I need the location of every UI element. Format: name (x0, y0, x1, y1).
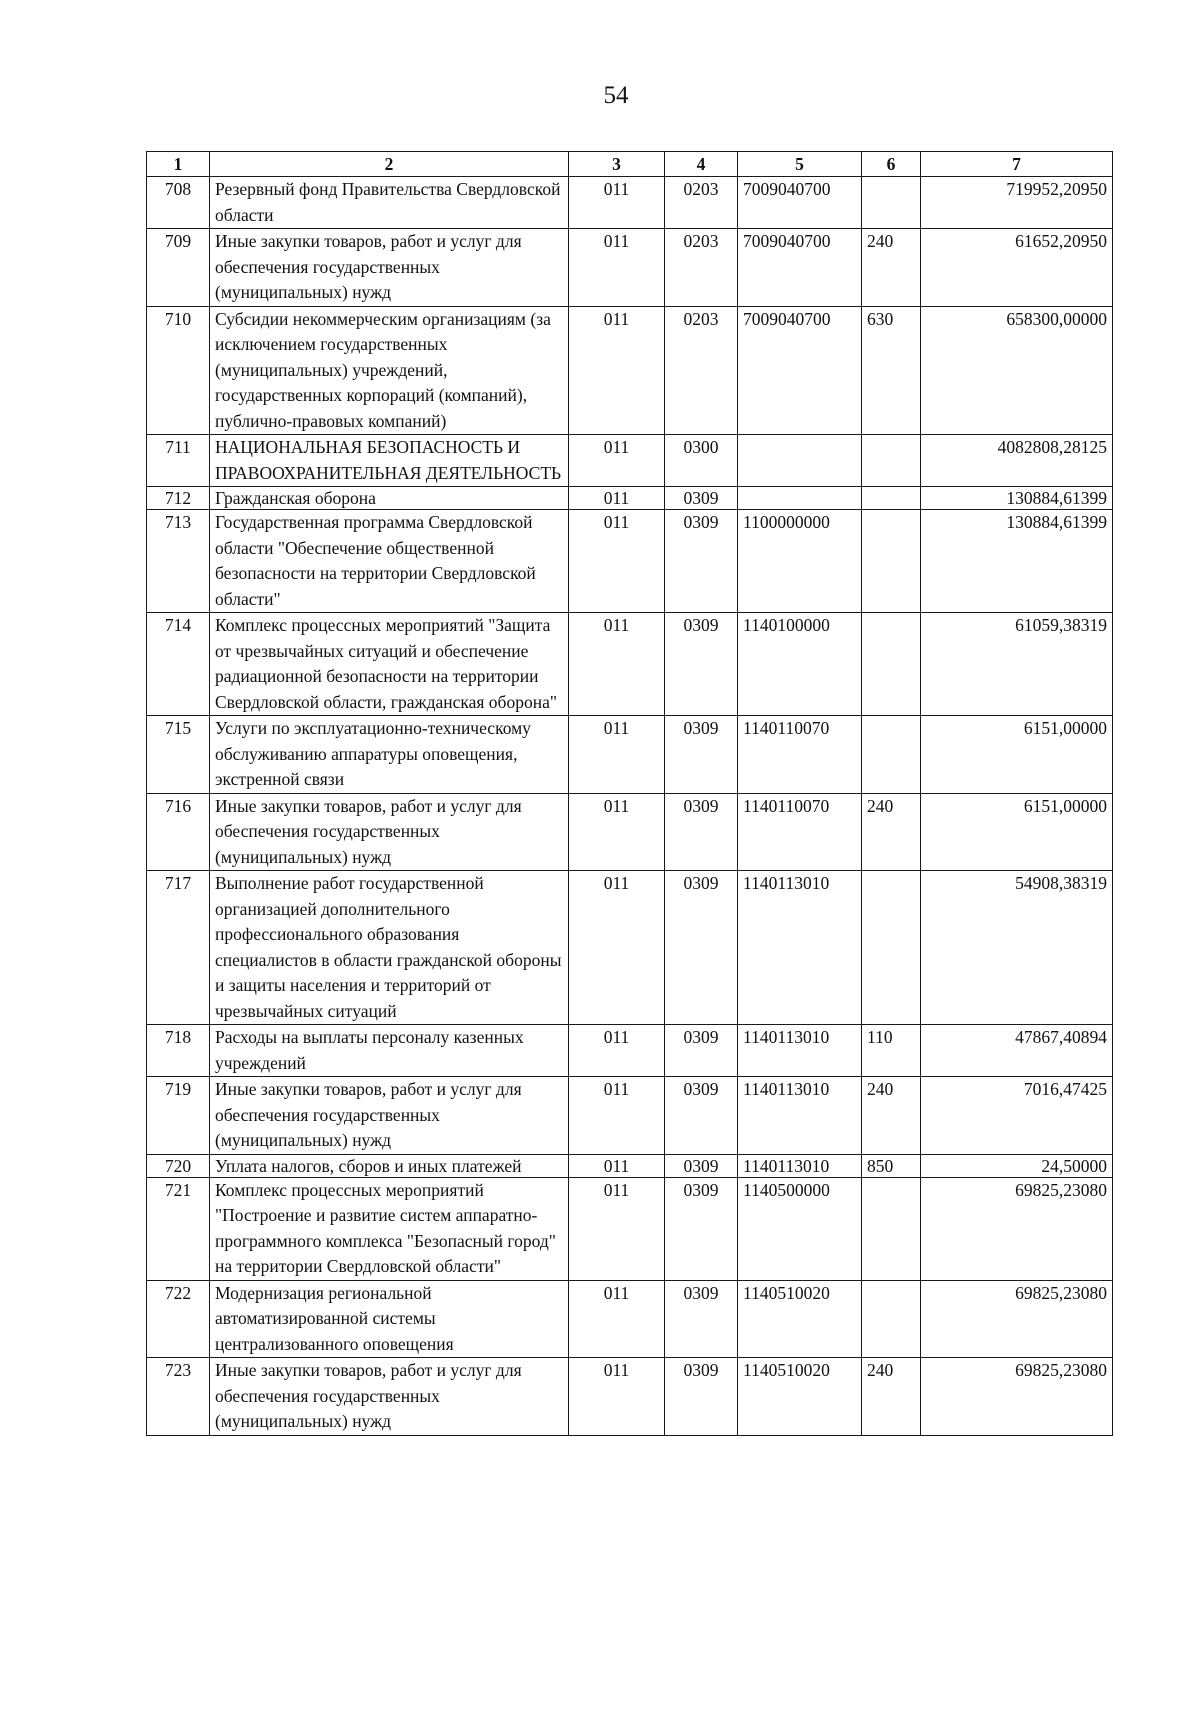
table-row (147, 1025, 1113, 1077)
row-target-article: 1100000000 (738, 510, 862, 613)
row-number: 708 (147, 177, 210, 229)
table-row (147, 871, 1113, 1025)
row-name: НАЦИОНАЛЬНАЯ БЕЗОПАСНОСТЬ И ПРАВООХРАНИТЕЛЬНАЯ ДЕЯТЕЛЬНОСТЬ (210, 435, 569, 487)
row-number: 719 (147, 1077, 210, 1155)
row-section-code: 0309 (665, 613, 738, 716)
row-name: Услуги по эксплуатационно-техническому обслуживанию аппаратуры оповещения, экстренной связи (210, 716, 569, 794)
row-number: 713 (147, 510, 210, 613)
row-section-code: 0309 (665, 487, 738, 510)
row-ved-code: 011 (569, 871, 665, 1025)
row-expense-type (862, 613, 921, 716)
col-header-6: 6 (862, 152, 921, 177)
row-ved-code: 011 (569, 1025, 665, 1077)
row-name: Иные закупки товаров, работ и услуг для обеспечения государственных (муниципальных) нужд (210, 793, 569, 871)
row-expense-type: 110 (862, 1025, 921, 1077)
row-name: Выполнение работ государственной организацией дополнительного профессионального образования специалистов в области гражданской обороны и защиты населения и территорий от чрезвычайных ситуаций (210, 871, 569, 1025)
row-amount: 6151,00000 (921, 793, 1113, 871)
row-number: 716 (147, 793, 210, 871)
row-amount: 61059,38319 (921, 613, 1113, 716)
col-header-3: 3 (569, 152, 665, 177)
table-row (147, 487, 1113, 510)
row-amount: 130884,61399 (921, 510, 1113, 613)
table-row (147, 716, 1113, 794)
row-number: 715 (147, 716, 210, 794)
row-name: Гражданская оборона (210, 487, 569, 510)
table-row (147, 613, 1113, 716)
row-name: Комплекс процессных мероприятий "Защита от чрезвычайных ситуаций и обеспечение радиационной безопасности на территории Свердловской области, гражданская оборона" (210, 613, 569, 716)
row-ved-code: 011 (569, 1280, 665, 1358)
row-name: Иные закупки товаров, работ и услуг для обеспечения государственных (муниципальных) нужд (210, 1077, 569, 1155)
row-name: Комплекс процессных мероприятий "Построение и развитие систем аппаратно-программного комплекса "Безопасный город" на территории Свердловской области" (210, 1177, 569, 1280)
row-expense-type: 240 (862, 1077, 921, 1155)
row-name: Резервный фонд Правительства Свердловской области (210, 177, 569, 229)
row-amount: 69825,23080 (921, 1177, 1113, 1280)
row-amount: 130884,61399 (921, 487, 1113, 510)
row-number: 722 (147, 1280, 210, 1358)
budget-table (146, 151, 1113, 1436)
row-amount: 719952,20950 (921, 177, 1113, 229)
table-row (147, 510, 1113, 613)
row-expense-type: 240 (862, 229, 921, 307)
col-header-7: 7 (921, 152, 1113, 177)
row-target-article: 1140113010 (738, 1025, 862, 1077)
row-target-article: 1140100000 (738, 613, 862, 716)
table-row (147, 229, 1113, 307)
row-section-code: 0300 (665, 435, 738, 487)
row-section-code: 0309 (665, 871, 738, 1025)
row-name: Государственная программа Свердловской области "Обеспечение общественной безопасности на территории Свердловской области" (210, 510, 569, 613)
row-expense-type (862, 1280, 921, 1358)
row-ved-code: 011 (569, 716, 665, 794)
row-expense-type (862, 1177, 921, 1280)
page-number: 54 (603, 82, 629, 109)
table-row (147, 1077, 1113, 1155)
row-name: Иные закупки товаров, работ и услуг для обеспечения государственных (муниципальных) нужд (210, 229, 569, 307)
col-header-5: 5 (738, 152, 862, 177)
row-target-article: 1140510020 (738, 1358, 862, 1436)
row-expense-type (862, 177, 921, 229)
col-header-4: 4 (665, 152, 738, 177)
row-section-code: 0203 (665, 229, 738, 307)
row-ved-code: 011 (569, 1154, 665, 1177)
row-amount: 658300,00000 (921, 306, 1113, 435)
row-expense-type (862, 716, 921, 794)
row-ved-code: 011 (569, 793, 665, 871)
row-number: 710 (147, 306, 210, 435)
row-amount: 54908,38319 (921, 871, 1113, 1025)
row-target-article: 1140110070 (738, 716, 862, 794)
row-amount: 7016,47425 (921, 1077, 1113, 1155)
row-amount: 61652,20950 (921, 229, 1113, 307)
row-number: 721 (147, 1177, 210, 1280)
row-expense-type: 240 (862, 1358, 921, 1436)
row-target-article: 7009040700 (738, 177, 862, 229)
row-section-code: 0309 (665, 510, 738, 613)
row-number: 711 (147, 435, 210, 487)
col-header-1: 1 (147, 152, 210, 177)
table-row (147, 177, 1113, 229)
table-row (147, 1358, 1113, 1436)
header-row (147, 152, 1113, 177)
row-section-code: 0309 (665, 716, 738, 794)
row-ved-code: 011 (569, 435, 665, 487)
row-target-article: 7009040700 (738, 229, 862, 307)
row-section-code: 0309 (665, 1077, 738, 1155)
row-number: 714 (147, 613, 210, 716)
table-row (147, 306, 1113, 435)
row-target-article: 1140510020 (738, 1280, 862, 1358)
row-target-article: 1140500000 (738, 1177, 862, 1280)
row-expense-type (862, 510, 921, 613)
row-amount: 4082808,28125 (921, 435, 1113, 487)
row-ved-code: 011 (569, 510, 665, 613)
row-target-article: 7009040700 (738, 306, 862, 435)
row-ved-code: 011 (569, 613, 665, 716)
row-name: Модернизация региональной автоматизированной системы централизованного оповещения (210, 1280, 569, 1358)
row-ved-code: 011 (569, 1077, 665, 1155)
row-expense-type (862, 435, 921, 487)
row-expense-type: 630 (862, 306, 921, 435)
table-row (147, 435, 1113, 487)
row-section-code: 0309 (665, 1025, 738, 1077)
row-amount: 69825,23080 (921, 1358, 1113, 1436)
table-row (147, 1177, 1113, 1280)
row-name: Иные закупки товаров, работ и услуг для обеспечения государственных (муниципальных) нужд (210, 1358, 569, 1436)
row-section-code: 0309 (665, 1154, 738, 1177)
row-target-article: 1140113010 (738, 871, 862, 1025)
row-target-article: 1140110070 (738, 793, 862, 871)
row-number: 718 (147, 1025, 210, 1077)
row-section-code: 0309 (665, 1358, 738, 1436)
row-amount: 69825,23080 (921, 1280, 1113, 1358)
row-name: Субсидии некоммерческим организациям (за исключением государственных (муниципальных) учреждений, государственных корпораций (компаний), публично-правовых компаний) (210, 306, 569, 435)
row-target-article: 1140113010 (738, 1077, 862, 1155)
row-target-article (738, 487, 862, 510)
row-section-code: 0203 (665, 306, 738, 435)
row-ved-code: 011 (569, 229, 665, 307)
row-ved-code: 011 (569, 1177, 665, 1280)
row-number: 712 (147, 487, 210, 510)
row-section-code: 0309 (665, 1177, 738, 1280)
row-expense-type: 850 (862, 1154, 921, 1177)
row-ved-code: 011 (569, 487, 665, 510)
col-header-2: 2 (210, 152, 569, 177)
row-name: Уплата налогов, сборов и иных платежей (210, 1154, 569, 1177)
table-row (147, 793, 1113, 871)
row-amount: 47867,40894 (921, 1025, 1113, 1077)
row-amount: 24,50000 (921, 1154, 1113, 1177)
row-expense-type: 240 (862, 793, 921, 871)
row-number: 717 (147, 871, 210, 1025)
table-row (147, 1280, 1113, 1358)
row-amount: 6151,00000 (921, 716, 1113, 794)
row-section-code: 0203 (665, 177, 738, 229)
row-expense-type (862, 871, 921, 1025)
row-number: 720 (147, 1154, 210, 1177)
row-name: Расходы на выплаты персоналу казенных учреждений (210, 1025, 569, 1077)
table-row (147, 1154, 1113, 1177)
row-number: 723 (147, 1358, 210, 1436)
row-ved-code: 011 (569, 177, 665, 229)
row-ved-code: 011 (569, 1358, 665, 1436)
row-target-article (738, 435, 862, 487)
row-ved-code: 011 (569, 306, 665, 435)
row-section-code: 0309 (665, 1280, 738, 1358)
row-target-article: 1140113010 (738, 1154, 862, 1177)
row-number: 709 (147, 229, 210, 307)
row-expense-type (862, 487, 921, 510)
row-section-code: 0309 (665, 793, 738, 871)
